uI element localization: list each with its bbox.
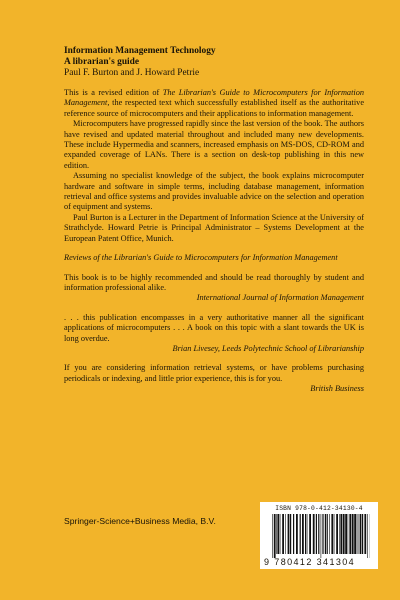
barcode-digits: 9 780412 341304	[264, 557, 356, 567]
barcode-bar	[362, 514, 363, 554]
previous-edition-title: The Librarian's Guide to Microcomputers for Information Management	[64, 88, 364, 108]
barcode-bar	[343, 514, 345, 554]
barcode-bar	[285, 514, 286, 554]
barcode-bar	[358, 514, 359, 554]
barcode-panel	[260, 502, 378, 569]
barcode-image	[272, 514, 370, 558]
review-source-2: Brian Livesey, Leeds Polytechnic School of Librarianship	[172, 343, 364, 353]
description-paragraph-4: Paul Burton is a Lecturer in the Department of Information Science at the University of Strathclyde. Howard Petrie is Principal Administrator – Systems Development at the European Patent Office, Munich.	[64, 212, 364, 243]
review-quote-3: If you are considering information retrieval systems, or have problems purchasing periodicals or indexing, and little prior experience, this is for you.	[64, 363, 364, 383]
barcode-bar	[340, 514, 342, 554]
book-authors: Paul F. Burton and J. Howard Petrie	[64, 68, 200, 78]
barcode-bar	[364, 514, 366, 554]
barcode-bar	[357, 514, 358, 554]
barcode-bar	[293, 514, 294, 554]
barcode-bar	[316, 514, 317, 554]
barcode-bar	[329, 514, 330, 554]
barcode-bar	[349, 514, 351, 554]
publisher-name: Springer-Science+Business Media, B.V.	[64, 516, 216, 526]
barcode-bar	[309, 514, 311, 554]
barcode-bar	[321, 514, 322, 558]
barcode-bar	[272, 514, 273, 558]
barcode-bar	[327, 514, 328, 554]
barcode-bar	[360, 514, 362, 554]
barcode-bar	[305, 514, 306, 554]
barcode-bar	[296, 514, 298, 554]
barcode-bar	[274, 514, 276, 558]
barcode-bar	[318, 514, 319, 554]
barcode-bar	[302, 514, 304, 554]
barcode-bar	[325, 514, 326, 554]
isbn-label: ISBN 978-0-412-34130-4	[275, 505, 363, 512]
barcode-bar	[331, 514, 333, 554]
barcode-bar	[313, 514, 315, 554]
review-source-3: British Business	[310, 384, 364, 394]
barcode-bar	[322, 514, 323, 554]
barcode-bar	[336, 514, 338, 554]
barcode-bar	[280, 514, 281, 554]
description-p1-end: , the respected text which successfully established itself as the authoritative reference source of microcomputers and their applications to information management.	[64, 98, 364, 118]
barcode-bar	[354, 514, 356, 554]
barcode-bar	[300, 514, 301, 554]
back-cover-text	[64, 46, 364, 395]
description-paragraph-1	[64, 88, 364, 119]
book-subtitle: A librarian's guide	[64, 57, 140, 67]
barcode-bar	[367, 514, 368, 558]
description-paragraph-2: Microcomputers have progressed rapidly since the last version of the book. The authors have revised and updated material throughout and included many new developments. These include Hypermedia and scanners, increased emphasis on MS-DOS, CD-ROM and expanded coverage of LANs. There is a section on desk-top publishing in this new edition.	[64, 119, 364, 170]
barcode-bar	[345, 514, 347, 554]
barcode-bar	[348, 514, 349, 554]
barcode-bar	[282, 514, 284, 554]
barcode-bar	[276, 514, 277, 554]
barcode-bar	[352, 514, 354, 554]
barcode-bar	[307, 514, 308, 554]
review-quote-1: This book is to be highly recommended and should be read thoroughly by student and information professional alike.	[64, 272, 364, 292]
description-p1-start: This is a revised edition of	[64, 88, 163, 97]
barcode-bar	[290, 514, 291, 554]
book-title: Information Management Technology	[64, 46, 216, 56]
description-paragraph-3: Assuming no specialist knowledge of the subject, the book explains microcomputer hardware and software in simple terms, including database management, information retrieval and office systems and provides invaluable advice on the selection and operation of equipment and systems.	[64, 171, 364, 212]
barcode-bar	[288, 514, 290, 554]
barcode-bar	[277, 514, 279, 554]
review-source-1: International Journal of Information Management	[196, 293, 364, 303]
review-quote-2: . . . this publication encompasses in a very authoritative manner all the significant applications of microcomputers . . . A book on this topic with a slant towards the UK is long overdue.	[64, 312, 364, 343]
barcode-bar	[334, 514, 335, 554]
barcode-bar	[339, 514, 340, 554]
reviews-heading: Reviews of the Librarian's Guide to Microcomputers for Information Management	[64, 253, 338, 263]
